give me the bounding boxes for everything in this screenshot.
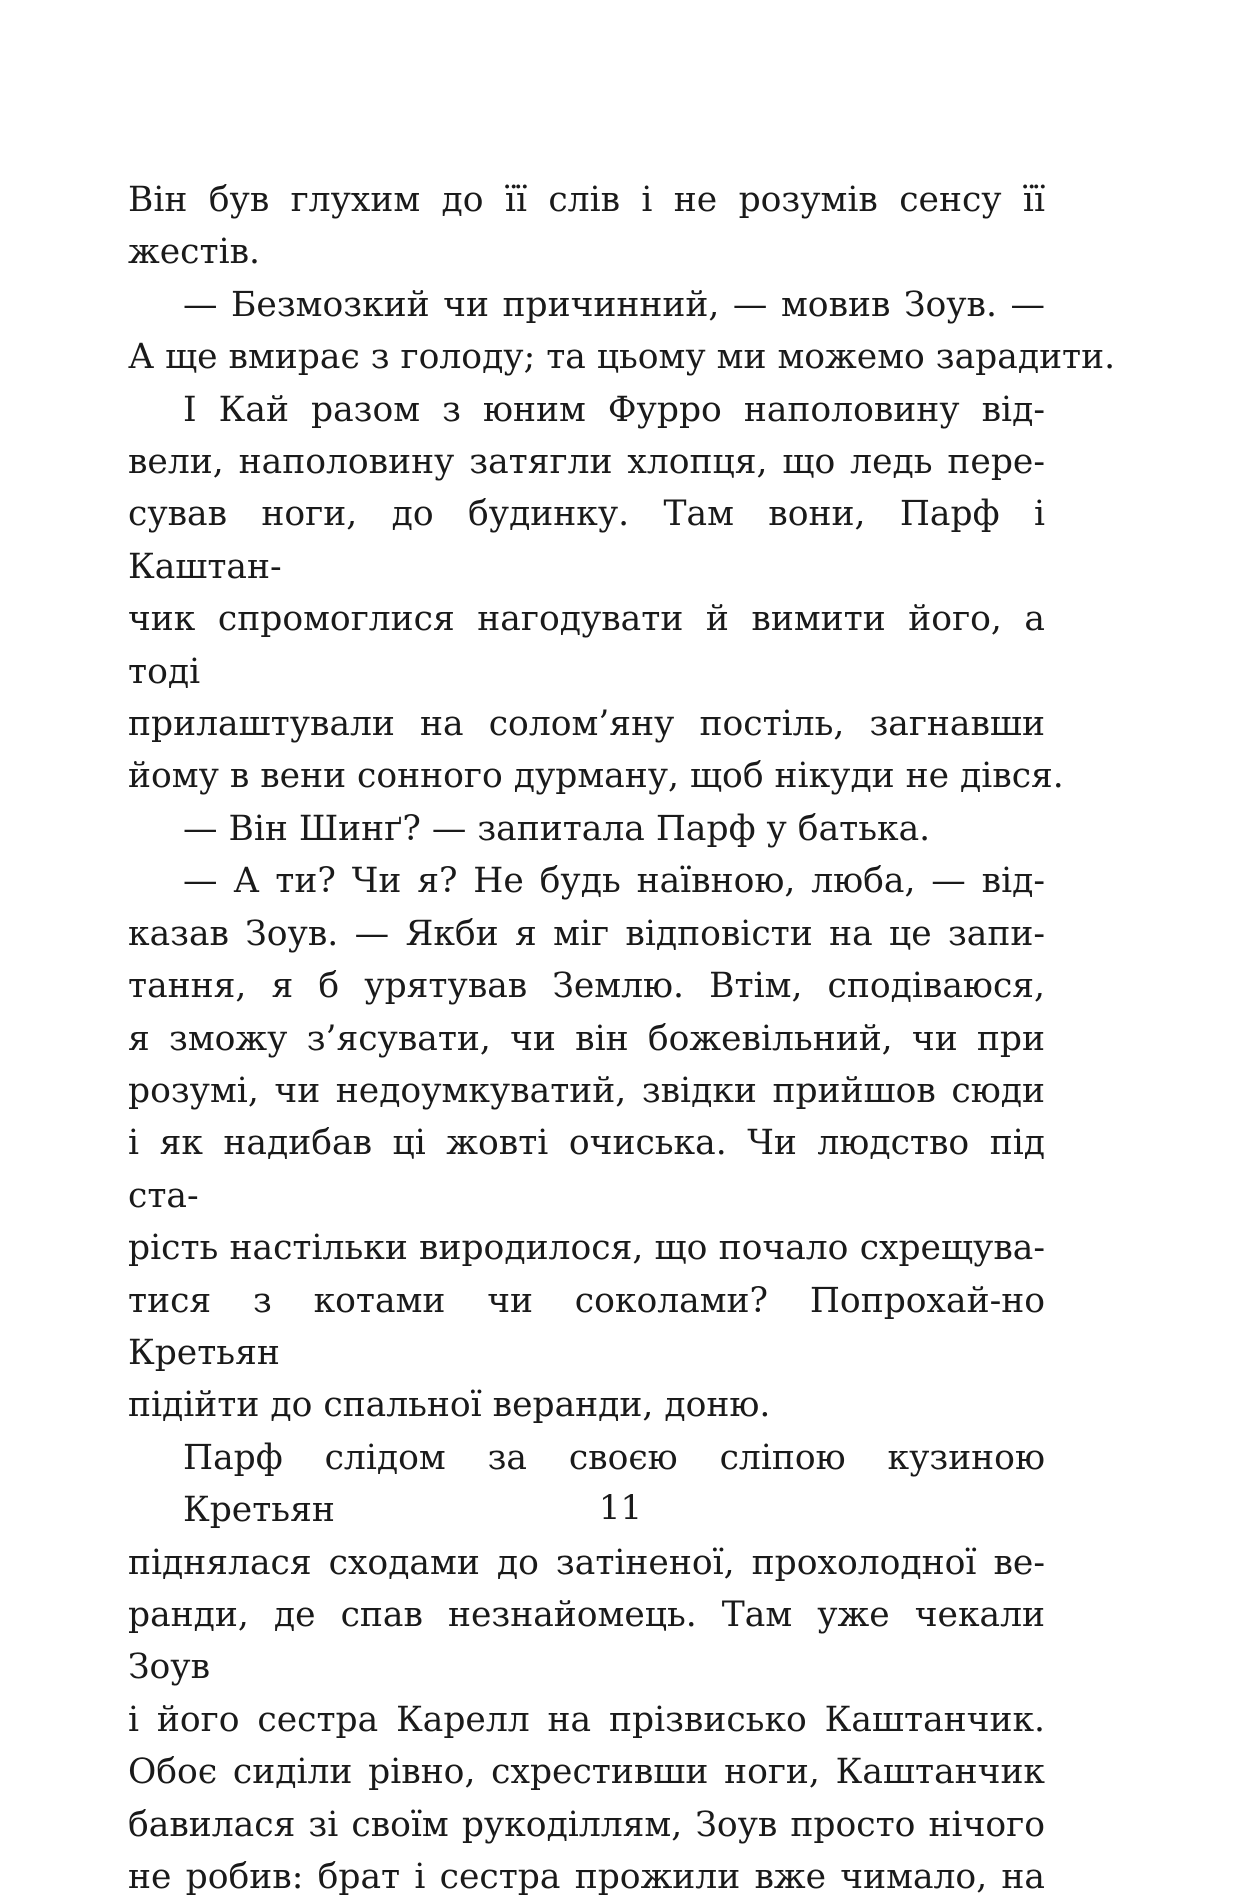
- text-line: і як надибав ці жовті очиська. Чи людство під ста-: [128, 1123, 1045, 1216]
- text-line: Парф слідом за своєю сліпою кузиною Кретьян: [183, 1437, 1045, 1531]
- text-line: не робив: брат і сестра прожили вже чимало, на: [128, 1857, 1045, 1897]
- text-line: казав Зоув. — Якби я міг відповісти на це запи-: [128, 913, 1045, 954]
- book-page-text: [128, 174, 1116, 1903]
- page-number: 11: [598, 1488, 643, 1528]
- paragraph-4: [128, 803, 1045, 855]
- text-line: — А ти? Чи я? Не будь наївною, люба, — від-: [183, 861, 1045, 902]
- text-line: йому в вени сонного дурману, щоб нікуди не дівся.: [128, 756, 1064, 797]
- paragraph-1: [128, 174, 1045, 279]
- text-line: вели, наполовину затягли хлопця, що ледь пере-: [128, 442, 1045, 483]
- text-line: піднялася сходами до затіненої, прохолодної ве-: [128, 1542, 1045, 1583]
- text-line: чик спромоглися нагодувати й вимити його, а тоді: [128, 599, 1045, 692]
- text-line: ранди, де спав незнайомець. Там уже чекали Зоув: [128, 1594, 1045, 1688]
- text-line: А ще вмирає з голоду; та цьому ми можемо зарадити.: [128, 337, 1116, 378]
- text-line: підійти до спальної веранди, доню.: [128, 1385, 771, 1426]
- paragraph-2: [128, 279, 1116, 384]
- text-line: Він був глухим до її слів і не розумів сенсу її: [128, 180, 1045, 220]
- text-line: Обоє сиділи рівно, схрестивши ноги, Каштанчик: [128, 1752, 1045, 1793]
- text-line: бавилася зі своїм рукоділлям, Зоув просто нічого: [128, 1804, 1045, 1845]
- paragraph-5: [128, 855, 1045, 1431]
- text-line: прилаштували на солом’яну постіль, загнавши: [128, 704, 1045, 745]
- text-line: жестів.: [128, 232, 260, 273]
- text-line: і його сестра Карелл на прізвисько Каштанчик.: [128, 1699, 1045, 1740]
- text-line: тання, я б урятував Землю. Втім, сподіваюся,: [128, 966, 1045, 1007]
- text-line: рість настільки виродилося, що почало схрещува-: [128, 1228, 1045, 1269]
- text-line: розумі, чи недоумкуватий, звідки прийшов сюди: [128, 1070, 1045, 1111]
- text-line: сував ноги, до будинку. Там вони, Парф і Каштан-: [128, 494, 1045, 587]
- text-line: — Безмозкий чи причинний, — мовив Зоув. —: [183, 284, 1045, 325]
- text-line: тися з котами чи соколами? Попрохай-но Кретьян: [128, 1280, 1045, 1373]
- paragraph-3: [128, 384, 1064, 803]
- text-line: — Він Шинґ? — запитала Парф у батька.: [183, 808, 931, 849]
- text-line: І Кай разом з юним Фурро наполовину від-: [183, 389, 1045, 430]
- text-line: я зможу з’ясувати, чи він божевільний, чи при: [128, 1018, 1045, 1059]
